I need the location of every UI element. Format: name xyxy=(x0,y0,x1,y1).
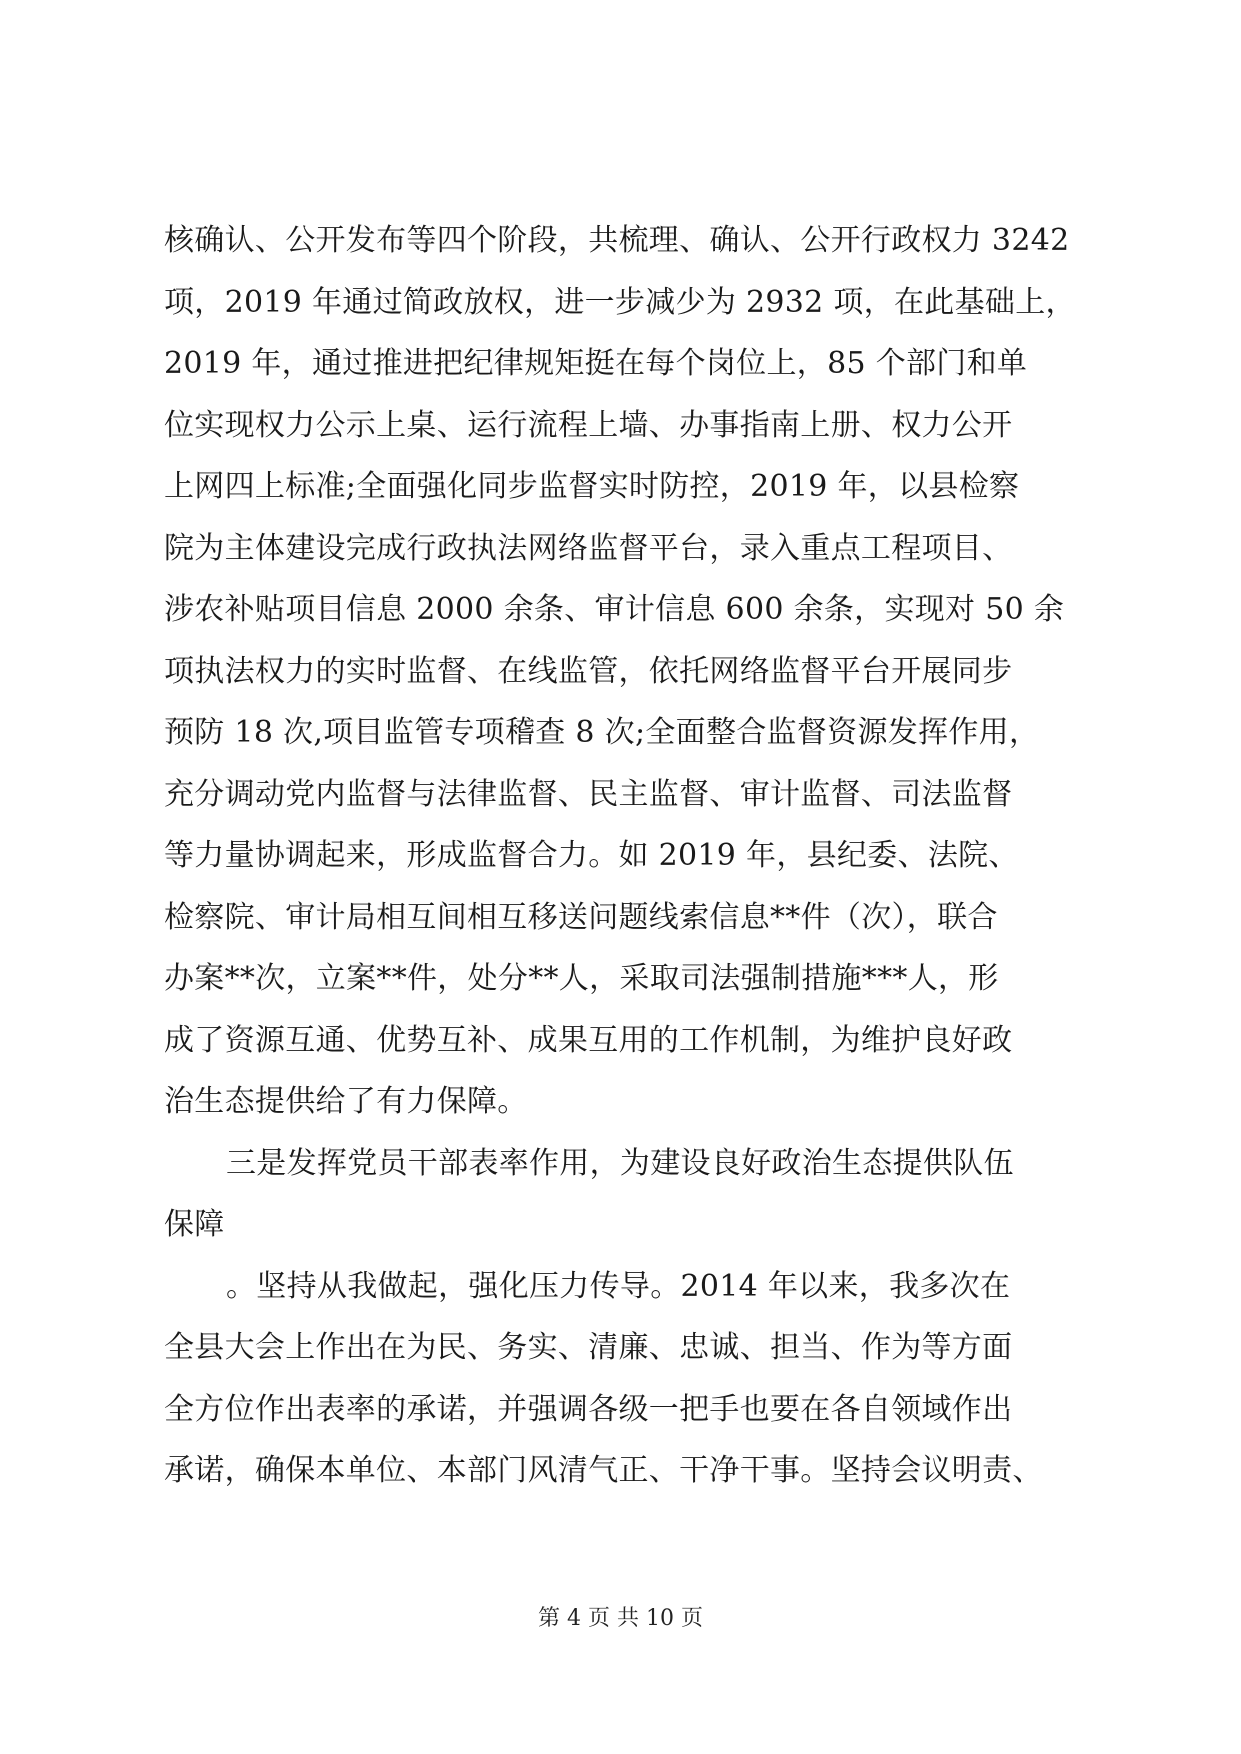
text-line: 项执法权力的实时监督、在线监管，依托网络监督平台开展同步 xyxy=(164,653,1013,689)
text-line: 位实现权力公示上桌、运行流程上墙、办事指南上册、权力公开 xyxy=(164,407,1013,443)
text-line: 充分调动党内监督与法律监督、民主监督、审计监督、司法监督 xyxy=(164,776,1013,812)
text-line: 三是发挥党员干部表率作用，为建设良好政治生态提供队伍 xyxy=(226,1145,1014,1181)
text-line: 。坚持从我做起，强化压力传导。2014 年以来，我多次在 xyxy=(226,1268,1011,1304)
text-line: 项，2019 年通过简政放权，进一步减少为 2932 项，在此基础上， xyxy=(164,284,1076,320)
text-line: 等力量协调起来，形成监督合力。如 2019 年，县纪委、法院、 xyxy=(164,838,1019,873)
text-line: 全方位作出表率的承诺，并强调各级一把手也要在各自领域作出 xyxy=(164,1391,1013,1427)
text-line: 2019 年，通过推进把纪律规矩挺在每个岗位上，85 个部门和单 xyxy=(164,346,1028,381)
text-line: 涉农补贴项目信息 2000 余条、审计信息 600 余条，实现对 50 余 xyxy=(164,592,1065,627)
text-line: 治生态提供给了有力保障。 xyxy=(164,1084,528,1119)
page-footer: 第 4 页 共 10 页 xyxy=(538,1606,703,1631)
document-body xyxy=(164,210,1084,1502)
text-line: 核确认、公开发布等四个阶段，共梳理、确认、公开行政权力 3242 xyxy=(164,223,1070,258)
text-line: 检察院、审计局相互间相互移送问题线索信息**件（次），联合 xyxy=(164,899,998,935)
text-line: 上网四上标准;全面强化同步监督实时防控，2019 年，以县检察 xyxy=(164,469,1020,504)
text-line: 承诺，确保本单位、本部门风清气正、干净干事。坚持会议明责、 xyxy=(164,1453,1043,1488)
text-line: 成了资源互通、优势互补、成果互用的工作机制，为维护良好政 xyxy=(164,1022,1013,1058)
text-line: 预防 18 次,项目监管专项稽查 8 次;全面整合监督资源发挥作用， xyxy=(164,715,1040,750)
text-line: 办案**次，立案**件，处分**人，采取司法强制措施***人，形 xyxy=(164,961,999,996)
text-line: 全县大会上作出在为民、务实、清廉、忠诚、担当、作为等方面 xyxy=(164,1330,1013,1365)
text-line: 院为主体建设完成行政执法网络监督平台，录入重点工程项目、 xyxy=(164,530,1013,566)
text-line: 保障 xyxy=(164,1207,225,1242)
